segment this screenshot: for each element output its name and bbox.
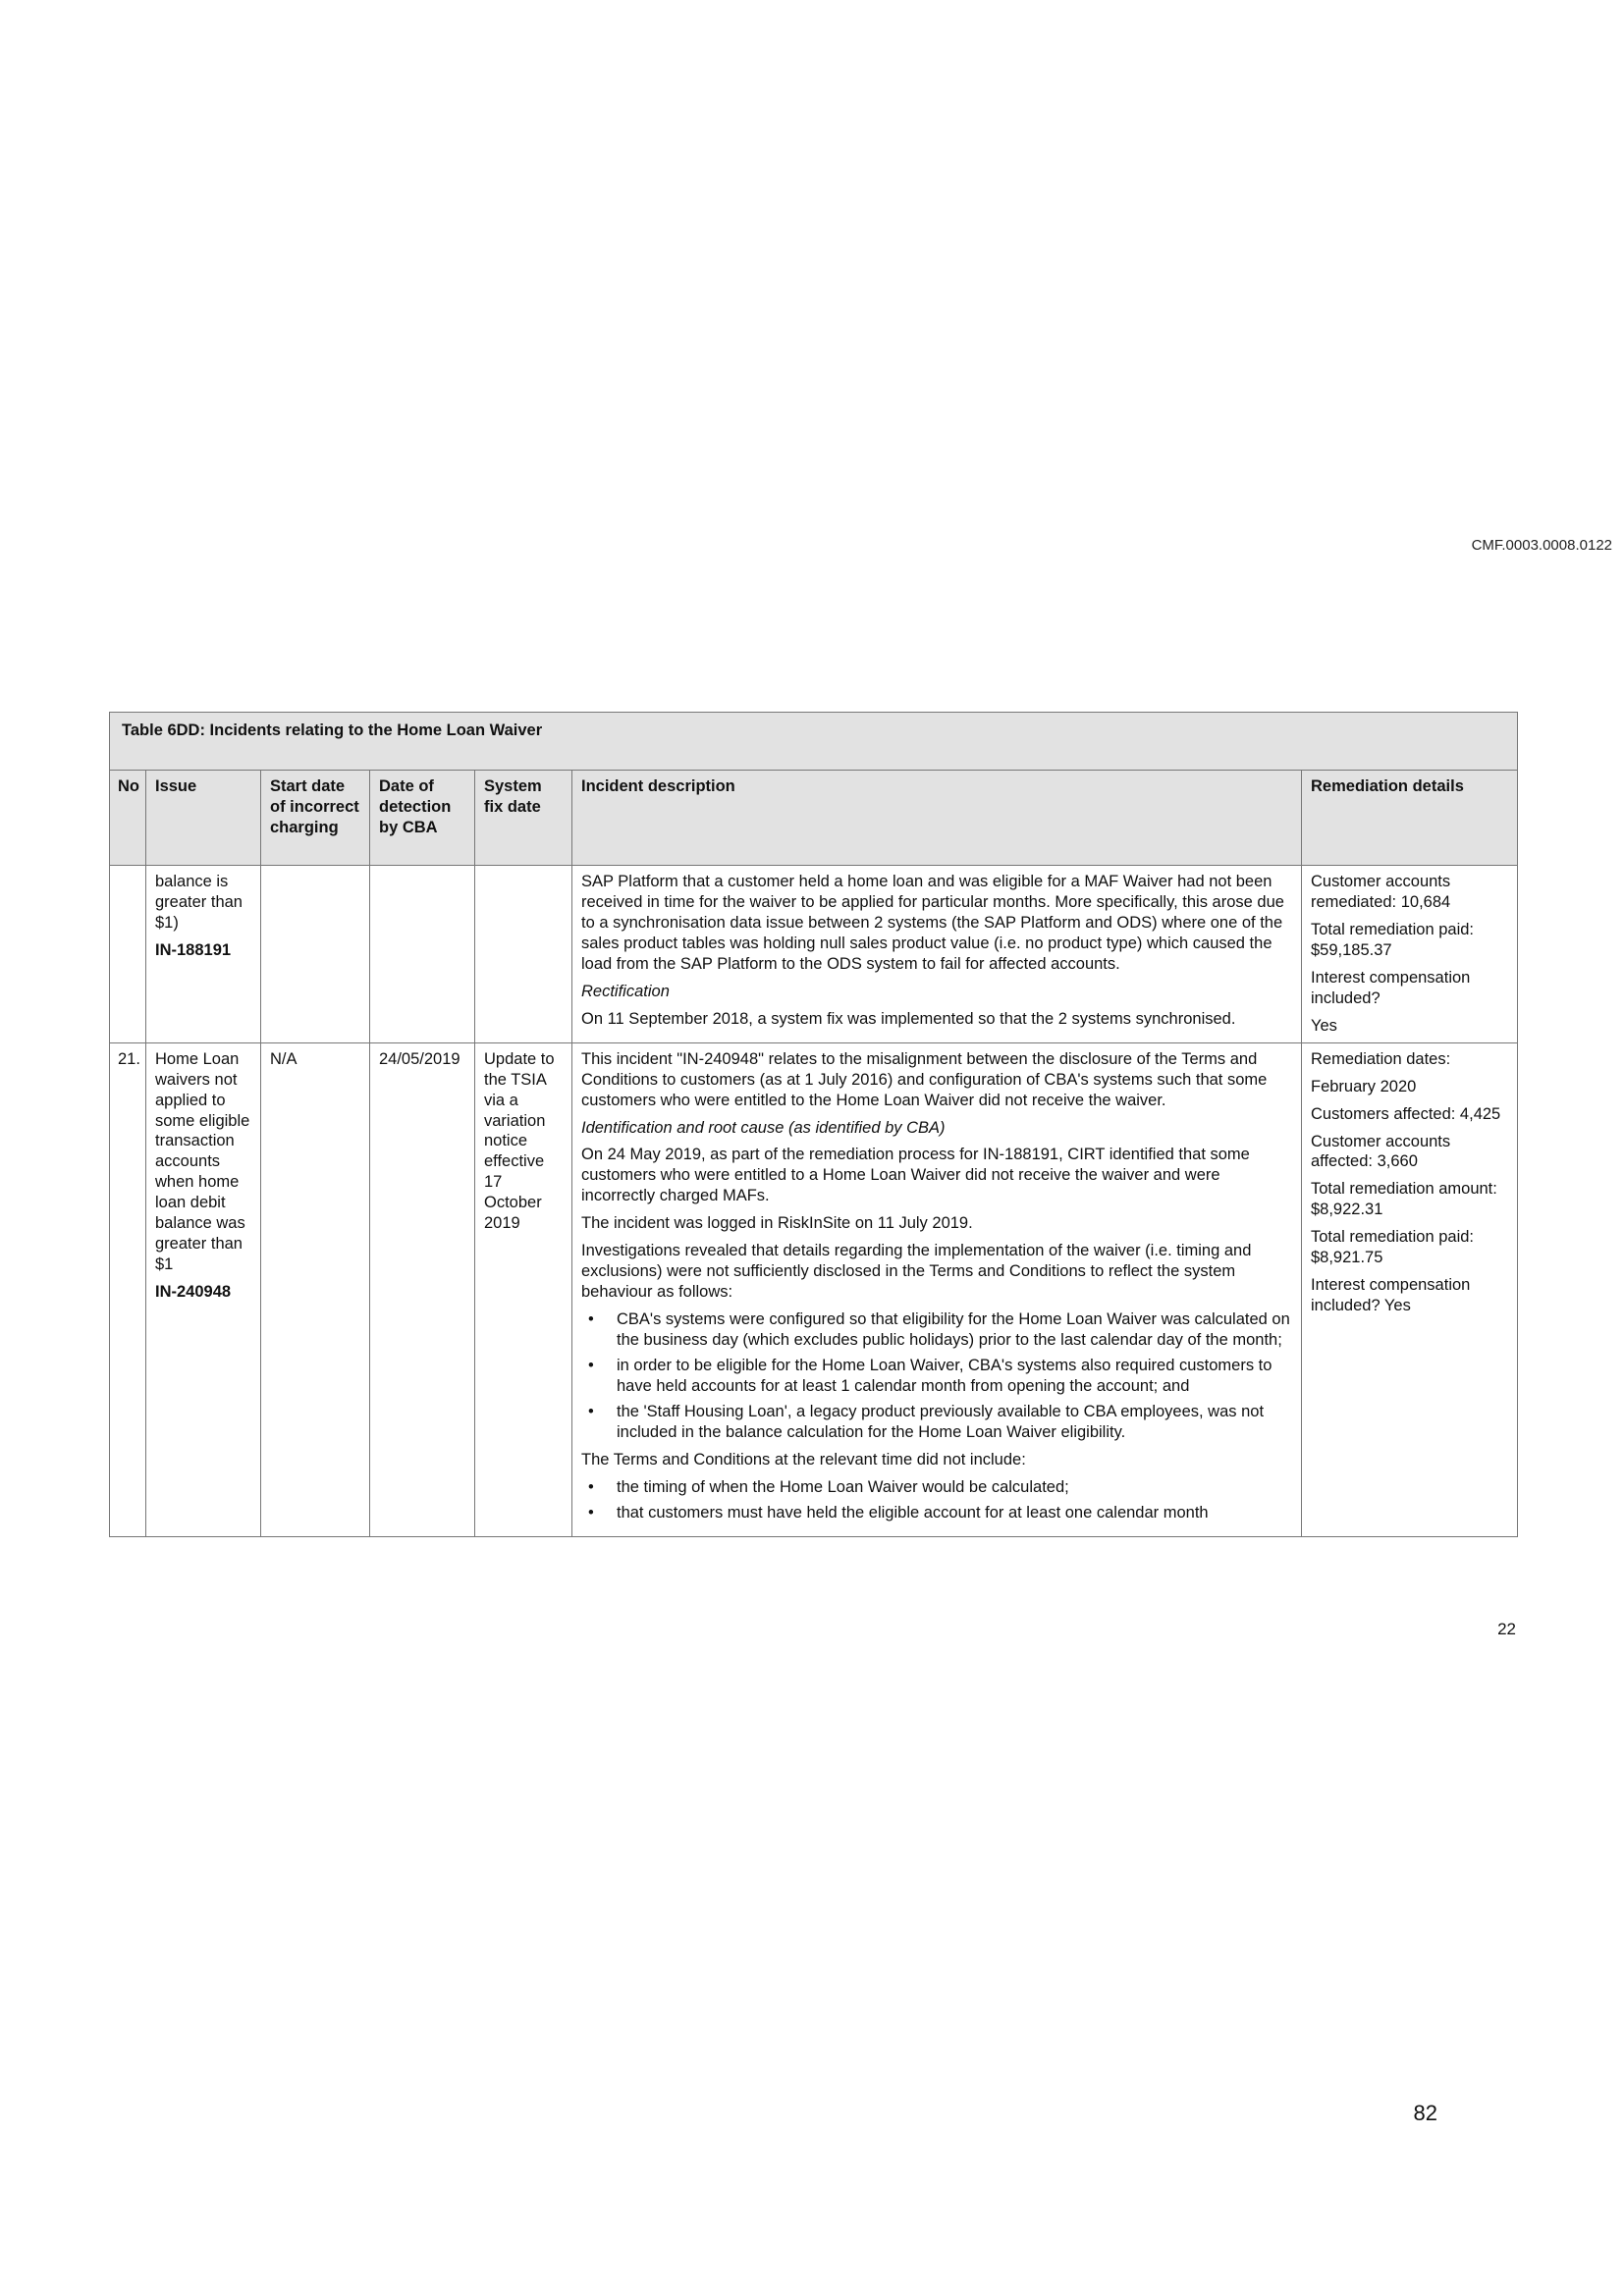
table-row	[110, 866, 1518, 1043]
header-detection-date: Date of detection by CBA	[370, 771, 475, 866]
remediation-line: Customers affected: 4,425	[1311, 1104, 1501, 1123]
bullet-item	[581, 1503, 1292, 1523]
bullet-item	[581, 1309, 1292, 1351]
description-paragraph: SAP Platform that a customer held a home loan and was eligible for a MAF Waiver had not been received in time for the waiver to be applied for particular months. More specifically, this arose due to a synchronisation data issue between 2 systems (the SAP Platform and ODS) where one of the sales product tables was holding null sales product value (i.e. no product type) which caused the load from the SAP Platform to the ODS system to fail for affected accounts.	[581, 873, 1284, 973]
detection-date-cell	[370, 866, 475, 1043]
remediation-line: Interest compensation included? Yes	[1311, 1276, 1471, 1315]
header-issue: Issue	[146, 771, 261, 866]
fix-date-cell	[475, 866, 572, 1043]
issue-cell	[146, 1042, 261, 1536]
start-date-cell: N/A	[261, 1042, 370, 1536]
bullet-item	[581, 1356, 1292, 1397]
description-paragraph: The Terms and Conditions at the relevant time did not include:	[581, 1450, 1026, 1468]
issue-text: balance is greater than $1)	[155, 873, 243, 932]
remediation-line: Total remediation paid: $8,921.75	[1311, 1228, 1475, 1267]
issue-id: IN-240948	[155, 1283, 232, 1302]
bullet-item	[581, 1402, 1292, 1443]
issue-text: Home Loan waivers not applied to some eligible transaction accounts when home loan debit balance was greater than $1	[155, 1049, 250, 1274]
bullet-text: CBA's systems were configured so that eligibility for the Home Loan Waiver was calculated on the business day (which excludes public holidays) prior to the last calendar day of the month;	[617, 1310, 1290, 1350]
bullet-list	[581, 1477, 1292, 1523]
description-cell	[572, 866, 1302, 1043]
remediation-line: Yes	[1311, 1016, 1337, 1035]
description-subheading: Rectification	[581, 982, 670, 1000]
remediation-cell	[1302, 1042, 1518, 1536]
bullet-text: the 'Staff Housing Loan', a legacy product previously available to CBA employees, was not included in the balance calculation for the Home Loan Waiver eligibility.	[617, 1402, 1265, 1441]
header-remediation: Remediation details	[1302, 771, 1518, 866]
issue-cell	[146, 866, 261, 1043]
description-paragraph: On 24 May 2019, as part of the remediation process for IN-188191, CIRT identified that some customers who were entitled to a Home Loan Waiver did not receive the waiver and were incorrectly charged MAFs.	[581, 1146, 1250, 1205]
header-start-date: Start date of incorrect charging	[261, 771, 370, 866]
bullet-icon: •	[588, 1310, 594, 1329]
description-paragraph: The incident was logged in RiskInSite on 11 July 2019.	[581, 1214, 973, 1233]
table-caption: Table 6DD: Incidents relating to the Home Loan Waiver	[110, 713, 1518, 771]
row-number	[110, 866, 146, 1043]
remediation-line: Total remediation amount: $8,922.31	[1311, 1180, 1497, 1219]
detection-date-cell: 24/05/2019	[370, 1042, 475, 1536]
incidents-table	[109, 712, 1518, 1537]
header-description: Incident description	[572, 771, 1302, 866]
table-row	[110, 1042, 1518, 1536]
remediation-line: February 2020	[1311, 1077, 1417, 1095]
document-reference: CMF.0003.0008.0122	[1471, 537, 1612, 554]
outer-page-number: 82	[1413, 2101, 1437, 2125]
bullet-text: the timing of when the Home Loan Waiver would be calculated;	[617, 1477, 1069, 1496]
inner-page-number: 22	[1497, 1620, 1516, 1638]
fix-date-cell: Update to the TSIA via a variation notice effective 17 October 2019	[475, 1042, 572, 1536]
table-header-row	[110, 771, 1518, 866]
bullet-icon: •	[588, 1477, 594, 1496]
bullet-text: in order to be eligible for the Home Loan Waiver, CBA's systems also required customers to have held accounts for at least 1 calendar month from opening the account; and	[617, 1357, 1272, 1396]
description-cell	[572, 1042, 1302, 1536]
start-date-cell	[261, 866, 370, 1043]
bullet-icon: •	[588, 1402, 594, 1420]
row-number: 21.	[110, 1042, 146, 1536]
bullet-list	[581, 1309, 1292, 1443]
bullet-item	[581, 1477, 1292, 1498]
bullet-icon: •	[588, 1503, 594, 1522]
bullet-icon: •	[588, 1357, 594, 1375]
description-paragraph: Investigations revealed that details regarding the implementation of the waiver (i.e. timing and exclusions) were not sufficiently disclosed in the Terms and Conditions to reflect the system behaviour as follows:	[581, 1242, 1252, 1302]
remediation-line: Customer accounts affected: 3,660	[1311, 1132, 1451, 1171]
header-fix-date: System fix date	[475, 771, 572, 866]
remediation-line: Remediation dates:	[1311, 1049, 1451, 1068]
remediation-line: Total remediation paid: $59,185.37	[1311, 920, 1475, 959]
incidents-table-container	[109, 712, 1517, 1537]
description-paragraph: On 11 September 2018, a system fix was implemented so that the 2 systems synchronised.	[581, 1009, 1236, 1028]
bullet-text: that customers must have held the eligible account for at least one calendar month	[617, 1503, 1209, 1522]
header-no: No	[110, 771, 146, 866]
description-paragraph: This incident "IN-240948" relates to the misalignment between the disclosure of the Terms and Conditions to customers (as at 1 July 2016) and configuration of CBA's systems such that some customers who were entitled to the Home Loan Waiver did not receive the waiver.	[581, 1049, 1268, 1109]
description-subheading: Identification and root cause (as identified by CBA)	[581, 1118, 946, 1137]
issue-id: IN-188191	[155, 940, 232, 959]
remediation-line: Customer accounts remediated: 10,684	[1311, 873, 1451, 911]
remediation-cell	[1302, 866, 1518, 1043]
remediation-line: Interest compensation included?	[1311, 968, 1471, 1007]
